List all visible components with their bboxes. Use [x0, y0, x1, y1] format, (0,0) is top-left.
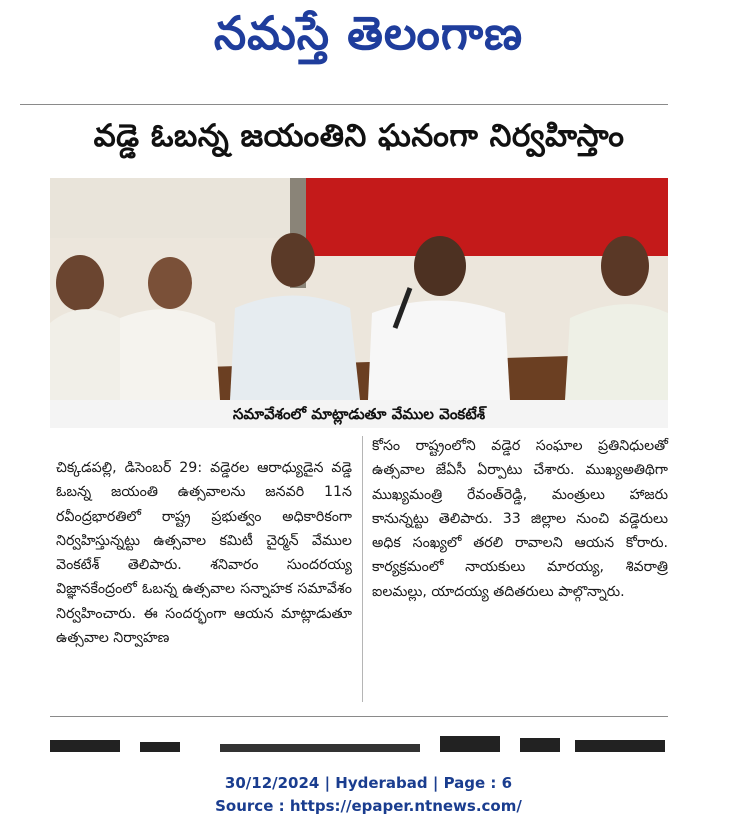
footer-source-link[interactable]: Source : https://epaper.ntnews.com/ — [215, 797, 522, 815]
article-photo — [50, 178, 668, 400]
article-body-right-column: కోసం రాష్ట్రంలోని వడ్డెర సంఘాల ప్రతినిధులతో ఉత్సవాల జేఏసీ ఏర్పాటు చేశారు. ముఖ్యఅతిథిగా ముఖ్యమంత్రి రేవంత్‌రెడ్డి, మంత్రులు హాజరు కానున్నట్టు తెలిపారు. 33 జిల్లాల నుంచి వడ్డెరులు అధిక సంఖ్యలో తరలి రావాలని ఆయన కోరారు. కార్యక్రమంలో నాయకులు మారయ్య, శివరాత్రి ఐలమల్లు, యాదయ్య తదితరులు పాల్గొన్నారు. — [372, 438, 668, 600]
article-body-left-column: చిక్కడపల్లి, డిసెంబర్ 29: వడ్డెరల ఆరాధ్యుడైన వడ్డె ఓబన్న జయంతి ఉత్సవాలను జనవరి 11న రవీంద్రభారతిలో రాష్ట్ర ప్రభుత్వం అధికారికంగా నిర్వహిస్తున్నట్టు ఉత్సవాల కమిటీ చైర్మన్ వేముల వెంకటేశ్ తెలిపారు. శనివారం సుందరయ్య విజ్ఞానకేంద్రంలో ఓబన్న ఉత్సవాల సన్నాహక సమావేశం నిర్వహించారు. ఈ సందర్భంగా ఆయన మాట్లాడుతూ ఉత్సవాల నిర్వాహణ — [56, 460, 352, 647]
next-article-cutoff — [50, 728, 670, 752]
press-meet-photo — [50, 178, 668, 400]
article-headline: వడ్డె ఓబన్న జయంతిని ఘనంగా నిర్వహిస్తాం — [93, 118, 625, 154]
footer-date-edition: 30/12/2024 | Hyderabad | Page : 6 — [224, 774, 513, 792]
photo-caption: సమావేశంలో మాట్లాడుతూ వేముల వెంకటేశ్ — [50, 400, 668, 428]
bottom-rule — [50, 716, 668, 717]
top-rule — [20, 104, 668, 105]
cropped-headline-fragment — [50, 728, 670, 752]
column-divider — [362, 436, 363, 702]
newspaper-masthead: నమస్తే తెలంగాణ — [213, 6, 524, 60]
